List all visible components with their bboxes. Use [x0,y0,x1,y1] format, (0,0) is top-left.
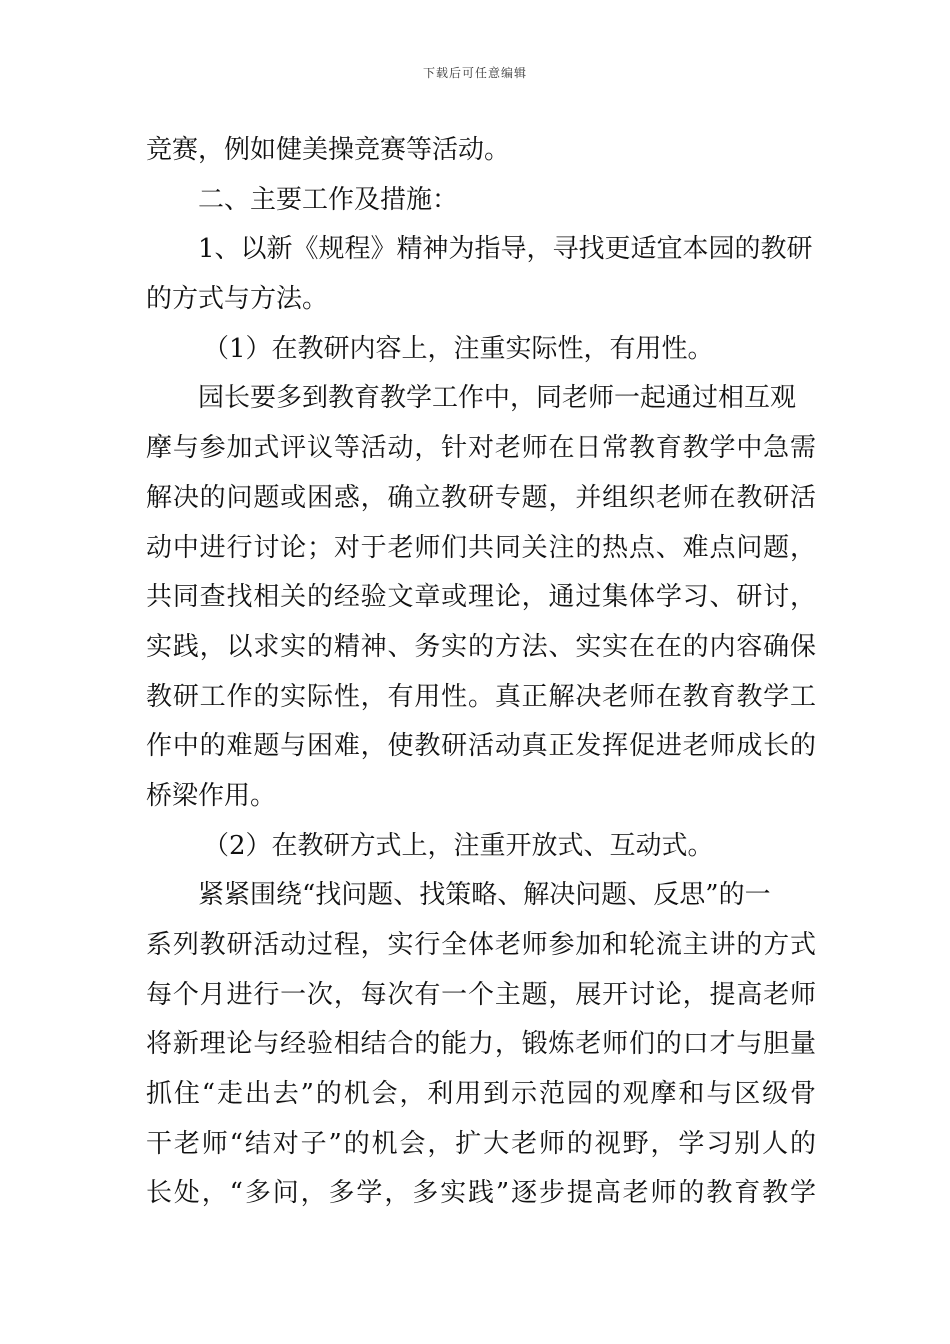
document-body [146,126,816,1219]
text-line: 解决的问题或困惑，确立教研专题，并组织老师在教研活 [146,482,816,513]
text-line: 紧紧围绕“找问题、找策略、解决问题、反思”的一 [198,880,771,911]
text-line: 竞赛，例如健美操竞赛等活动。 [146,135,511,165]
text-line: 干老师“结对子”的机会，扩大老师的视野，学习别人的 [146,1128,816,1159]
text-line: 的方式与方法。 [146,284,329,315]
page-header: 下载后可任意编辑 [422,66,527,80]
text-line: 系列教研活动过程，实行全体老师参加和轮流主讲的方式 [146,930,816,960]
text-line: 实践，以求实的精神、务实的方法、实实在在的内容确保 [146,631,816,662]
text-line: 将新理论与经验相结合的能力，锻炼老师们的口才与胆量 [146,1029,816,1060]
text-line: 园长要多到教育教学工作中，同老师一起通过相互观 [198,383,797,414]
text-line: 摩与参加式评议等活动，针对老师在日常教育教学中急需 [146,433,816,464]
text-line: 1、以新《规程》精神为指导，寻找更适宜本园的教研 [198,234,813,265]
text-line: 每个月进行一次，每次有一个主题，展开讨论，提高老师 [146,979,816,1010]
text-line: 动中进行讨论；对于老师们共同关注的热点、难点问题， [146,532,816,563]
text-line: 作中的难题与困难，使教研活动真正发挥促进老师成长的 [146,731,816,762]
text-line: 长处，“多问，多学，多实践”逐步提高老师的教育教学 [146,1178,816,1209]
subsection-heading: （2）在教研方式上，注重开放式、互动式。 [203,830,714,861]
section-heading: 二、主要工作及措施： [198,184,459,215]
subsection-heading: （1）在教研内容上，注重实际性，有用性。 [203,333,714,364]
text-line: 共同查找相关的经验文章或理论，通过集体学习、研讨， [146,582,816,613]
text-line: 抓住“走出去”的机会，利用到示范园的观摩和与区级骨 [146,1079,816,1110]
text-line: 教研工作的实际性，有用性。真正解决老师在教育教学工 [146,681,816,712]
text-line: 桥梁作用。 [146,780,277,811]
